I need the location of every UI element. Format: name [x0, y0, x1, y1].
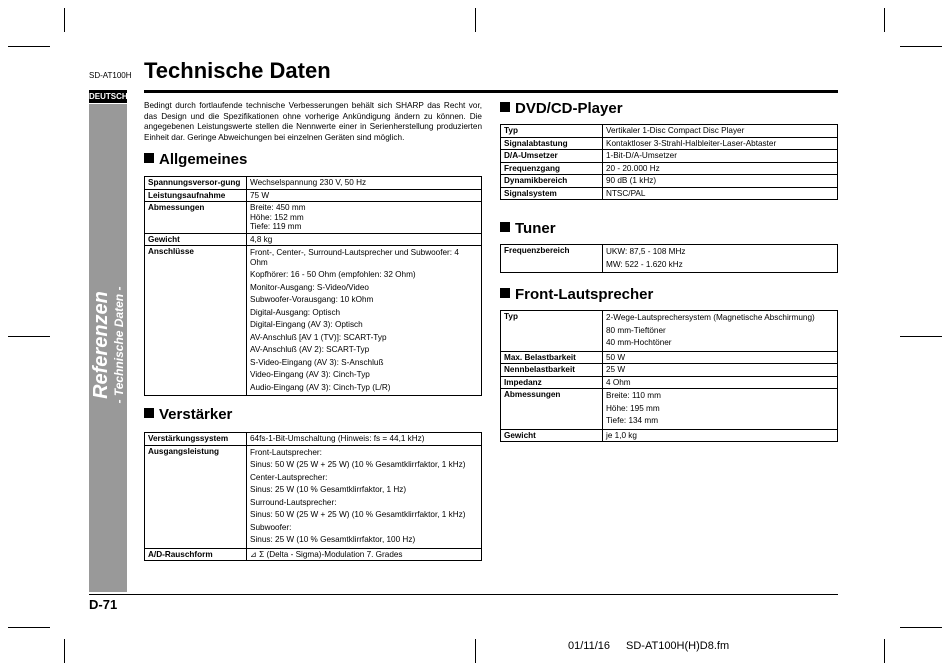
spec-label: Abmessungen: [145, 202, 247, 234]
spec-value: [603, 187, 838, 200]
spec-value-line: 2-Wege-Lautsprechersystem (Magnetische Abschirmung): [606, 313, 815, 322]
spec-label: Typ: [501, 125, 603, 138]
spec-row: [501, 429, 838, 442]
spec-label: Verstärkungssystem: [145, 433, 247, 446]
spec-value-line: Monitor-Ausgang: S-Video/Video: [250, 282, 369, 292]
spec-value-line: Subwoofer:: [250, 522, 292, 532]
square-bullet-icon: [500, 222, 510, 232]
spec-row: [501, 137, 838, 150]
spec-label: Typ: [501, 311, 603, 352]
spec-label: Impedanz: [501, 376, 603, 389]
sidebar-section-label: [91, 287, 125, 404]
spec-value-line: Breite: 110 mm: [606, 391, 661, 400]
spec-value-line: AV-Anschluß (AV 2): SCART-Typ: [250, 345, 370, 354]
spec-value-line: 64fs-1-Bit-Umschaltung (Hinweis: fs = 44,1 kHz): [250, 434, 425, 443]
crop-mark: [64, 639, 65, 663]
spec-row: [145, 433, 482, 446]
spec-label: Signalabtastung: [501, 137, 603, 150]
dvd-table: [500, 124, 838, 200]
spec-value: [247, 433, 482, 446]
spec-value-line: Kopfhörer: 16 - 50 Ohm (empfohlen: 32 Ohm): [250, 270, 416, 279]
spec-value: [247, 246, 482, 396]
spec-label: Ausgangsleistung: [145, 445, 247, 548]
spec-label: Anschlüsse: [145, 246, 247, 396]
square-bullet-icon: [500, 288, 510, 298]
spec-value-line: Sinus: 25 W (10 % Gesamtklirrfaktor, 100 Hz): [250, 535, 416, 544]
spec-row: [145, 177, 482, 190]
square-bullet-icon: [144, 408, 154, 418]
model-number: SD-AT100H: [89, 71, 132, 80]
spec-value-line: 25 W: [606, 365, 626, 374]
crop-mark: [884, 639, 885, 663]
spec-value: [247, 233, 482, 246]
spec-value: [247, 548, 482, 561]
sidebar-title: Referenzen: [90, 291, 112, 399]
spec-value: [603, 175, 838, 188]
spec-row: [501, 162, 838, 175]
spec-row: [501, 376, 838, 389]
spec-label: Signalsystem: [501, 187, 603, 200]
spec-row: [145, 202, 482, 234]
language-tab: DEUTSCH: [89, 92, 128, 101]
spec-row: [501, 245, 838, 273]
spec-value-line: AV-Anschluß [AV 1 (TV)]: SCART-Typ: [250, 332, 387, 342]
spec-value-line: Sinus: 50 W (25 W + 25 W) (10 % Gesamtklirrfaktor, 1 kHz): [250, 460, 466, 469]
spec-label: Spannungsversor-gung: [145, 177, 247, 190]
spec-value: [603, 245, 838, 273]
spec-value-line: 20 - 20.000 Hz: [606, 163, 660, 173]
spec-row: [501, 150, 838, 163]
spec-label: Gewicht: [501, 429, 603, 442]
crop-mark: [475, 639, 476, 663]
verstaerker-table: [144, 432, 482, 561]
spec-value-line: Tiefe: 119 mm: [250, 222, 302, 231]
spec-value: [603, 137, 838, 150]
spec-value-line: Front-, Center-, Surround-Lautsprecher und Subwoofer: 4 Ohm: [250, 248, 459, 267]
crop-mark: [900, 336, 942, 337]
page-title: Technische Daten: [144, 58, 331, 83]
spec-value: [603, 351, 838, 364]
spec-value-line: 40 mm-Hochtöner: [606, 338, 672, 347]
intro-paragraph: Bedingt durch fortlaufende technische Verbesserungen behält sich SHARP das Recht vor, das Design und die Spezifikationen ohne vorherige Ankündigung ändern zu können. Die angegebenen Leistungswerte stellen die Nennwerte einer in Serienherstellung produzierten Einheit dar. Geringe Abweichungen bei einzelnen Geräten sind möglich.: [144, 101, 482, 142]
spec-value: [603, 364, 838, 377]
spec-value-line: Höhe: 195 mm: [606, 403, 660, 413]
spec-value-line: ⊿ Σ (Delta - Sigma)-Modulation 7. Grades: [250, 549, 403, 559]
section-heading-verstaerker: Verstärker: [144, 406, 232, 423]
spec-value-line: 1-Bit-D/A-Umsetzer: [606, 151, 677, 160]
spec-value-line: MW: 522 - 1.620 kHz: [606, 259, 683, 269]
spec-value-line: Wechselspannung 230 V, 50 Hz: [250, 178, 367, 187]
page-number: D-71: [89, 597, 118, 612]
spec-row: [501, 311, 838, 352]
spec-row: [145, 445, 482, 548]
front-table: [500, 310, 838, 442]
spec-value-line: 90 dB (1 kHz): [606, 176, 657, 185]
crop-mark: [900, 46, 942, 47]
spec-row: [501, 364, 838, 377]
spec-label: Leistungsaufnahme: [145, 189, 247, 202]
spec-value-line: 50 W: [606, 352, 626, 362]
file-name: SD-AT100H(H)D8.fm: [626, 640, 730, 652]
sidebar-subtitle: - Technische Daten -: [112, 286, 126, 404]
spec-value: [603, 125, 838, 138]
spec-value-line: Subwoofer-Vorausgang: 10 kOhm: [250, 295, 374, 304]
spec-value-line: Sinus: 50 W (25 W + 25 W) (10 % Gesamtklirrfaktor, 1 kHz): [250, 510, 466, 519]
spec-row: [501, 175, 838, 188]
spec-value-line: Höhe: 152 mm: [250, 212, 304, 222]
section-heading-tuner: Tuner: [500, 220, 556, 237]
spec-label: Nennbelastbarkeit: [501, 364, 603, 377]
spec-label: Max. Belastbarkeit: [501, 351, 603, 364]
print-footer: [568, 640, 745, 652]
spec-row: [145, 189, 482, 202]
spec-value-line: 4,8 kg: [250, 234, 273, 244]
spec-value-line: Front-Lautsprecher:: [250, 447, 322, 457]
crop-mark: [900, 627, 942, 628]
spec-value-line: Vertikaler 1-Disc Compact Disc Player: [606, 126, 745, 135]
spec-value-line: Center-Lautsprecher:: [250, 472, 328, 482]
square-bullet-icon: [500, 102, 510, 112]
spec-label: D/A-Umsetzer: [501, 150, 603, 163]
spec-value-line: 4 Ohm: [606, 377, 631, 387]
spec-value: [247, 177, 482, 190]
spec-value: [247, 445, 482, 548]
spec-value: [603, 376, 838, 389]
footer-rule: [89, 594, 838, 595]
spec-value: [603, 150, 838, 163]
spec-label: Abmessungen: [501, 389, 603, 430]
spec-row: [145, 246, 482, 396]
spec-value: [247, 189, 482, 202]
spec-value-line: Kontaktloser 3-Strahl-Halbleiter-Laser-Abtaster: [606, 138, 777, 148]
section-heading-allgemeines: Allgemeines: [144, 151, 247, 168]
spec-value: [603, 162, 838, 175]
crop-mark: [475, 8, 476, 32]
crop-mark: [8, 336, 50, 337]
spec-row: [145, 233, 482, 246]
print-date: 01/11/16: [568, 640, 611, 652]
crop-mark: [8, 46, 50, 47]
spec-value-line: 75 W: [250, 190, 270, 200]
tuner-table: [500, 244, 838, 273]
crop-mark: [8, 627, 50, 628]
spec-value: [603, 389, 838, 430]
spec-value-line: S-Video-Eingang (AV 3): S-Anschluß: [250, 357, 384, 367]
spec-value-line: Sinus: 25 W (10 % Gesamtklirrfaktor, 1 Hz): [250, 485, 407, 494]
square-bullet-icon: [144, 153, 154, 163]
spec-label: A/D-Rauschform: [145, 548, 247, 561]
spec-value-line: je 1,0 kg: [606, 430, 637, 440]
spec-row: [145, 548, 482, 561]
spec-label: Dynamikbereich: [501, 175, 603, 188]
spec-row: [501, 389, 838, 430]
spec-row: [501, 187, 838, 200]
spec-value-line: Video-Eingang (AV 3): Cinch-Typ: [250, 370, 370, 379]
spec-label: Gewicht: [145, 233, 247, 246]
spec-value-line: Breite: 450 mm: [250, 203, 306, 212]
spec-value-line: Digital-Eingang (AV 3): Optisch: [250, 320, 363, 329]
title-rule: [144, 90, 838, 93]
crop-mark: [64, 8, 65, 32]
crop-mark: [884, 8, 885, 32]
spec-value-line: UKW: 87,5 - 108 MHz: [606, 247, 686, 256]
spec-row: [501, 351, 838, 364]
section-heading-front: Front-Lautsprecher: [500, 286, 653, 303]
spec-value-line: NTSC/PAL: [606, 188, 646, 198]
spec-value-line: Digital-Ausgang: Optisch: [250, 307, 341, 317]
spec-label: Frequenzgang: [501, 162, 603, 175]
allgemeines-table: [144, 176, 482, 396]
spec-value-line: 80 mm-Tieftöner: [606, 325, 666, 335]
spec-value-line: Audio-Eingang (AV 3): Cinch-Typ (L/R): [250, 382, 391, 392]
spec-label: Frequenzbereich: [501, 245, 603, 273]
spec-value: [247, 202, 482, 234]
spec-row: [501, 125, 838, 138]
spec-value-line: Surround-Lautsprecher:: [250, 497, 337, 507]
spec-value-line: Tiefe: 134 mm: [606, 416, 659, 425]
section-heading-dvd: DVD/CD-Player: [500, 100, 623, 117]
spec-value: [603, 311, 838, 352]
spec-value: [603, 429, 838, 442]
